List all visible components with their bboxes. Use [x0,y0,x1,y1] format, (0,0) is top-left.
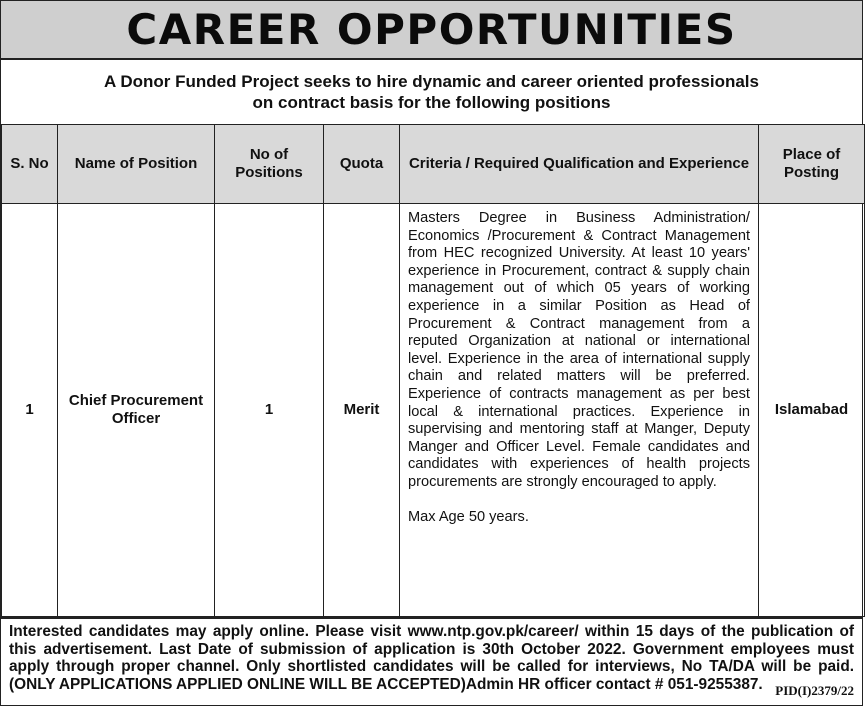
table-row [2,204,865,617]
positions-table [1,124,865,617]
application-instructions [1,617,862,693]
header-sno: S. No [2,125,58,204]
cell-posting: Islamabad [759,204,865,617]
criteria-age: Max Age 50 years. [408,508,529,525]
header-criteria: Criteria / Required Qualification and Experience [400,125,759,204]
intro-text [1,60,862,124]
footer-text: Interested candidates may apply online. Please visit www.ntp.gov.pk/career/ within 15 days of the publication of this advertisement. Last Date of submission of application is 30th October 2022. Government employees must apply through proper channel. Only shortlisted candidates will be called for interviews, No TA/DA will be paid. (ONLY APPLICATIONS APPLIED ONLINE WILL BE ACCEPTED)Admin HR officer contact # 051-9255387. [9,623,854,693]
cell-criteria [400,204,759,617]
intro-line-1: A Donor Funded Project seeks to hire dynamic and career oriented professionals [104,72,759,91]
header-quota: Quota [324,125,400,204]
cell-count: 1 [215,204,324,617]
table-header-row [2,125,865,204]
intro-line-2: on contract basis for the following positions [252,93,611,112]
header-count: No of Positions [215,125,324,204]
title-banner [1,1,862,60]
header-posting: Place of Posting [759,125,865,204]
criteria-text: Masters Degree in Business Administration/ Economics /Procurement & Contract Management from HEC recognized University. At least 10 years' experience in Procurement, contract & supply chain management out of which 05 years of working experience in a similar Position as Head of Procurement & Contract management from a reputed Organization at national or international level. Experience in the area of international supply chain and related matters will be preferred. Experience of contracts management as per best local & international practices. Experience in supervising and mentoring staff at Manger, Deputy Manger and Officer Level. Female candidates and candidates with experiences of health projects procurements are strongly encouraged to apply. [408,210,750,490]
pid-code: PID(I)2379/22 [775,683,854,698]
page-title: CAREER OPPORTUNITIES [126,5,737,54]
cell-sno: 1 [2,204,58,617]
cell-position: Chief Procurement Officer [58,204,215,617]
cell-quota: Merit [324,204,400,617]
header-position: Name of Position [58,125,215,204]
